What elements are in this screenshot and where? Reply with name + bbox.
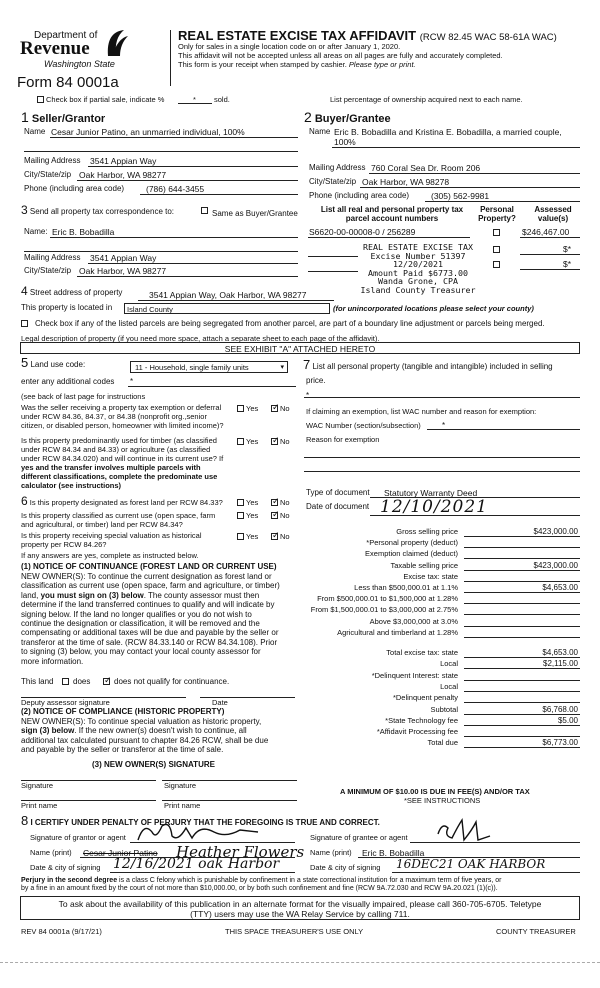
seller-name-label: Name — [24, 127, 46, 136]
revenue-logo-text: Revenue — [20, 38, 90, 59]
seller-city-label: City/State/zip — [24, 170, 72, 179]
minimum-due-note: A MINIMUM OF $10.00 IS DUE IN FEE(S) AND/OR TAX — [340, 787, 530, 796]
ownership-percentage-note: List percentage of ownership acquired next to each name. — [330, 95, 523, 104]
land-does-checkbox[interactable] — [62, 678, 69, 685]
partial-sold-label: sold. — [214, 95, 230, 104]
timber-no-checkbox[interactable] — [271, 438, 278, 445]
tax-row-value-3[interactable]: $423,000.00 — [533, 560, 578, 570]
revenue-logo-icon — [104, 26, 130, 60]
exemption-no-label: No — [280, 404, 290, 413]
buyer-city-label: City/State/zip — [309, 177, 357, 186]
exemption-yes-checkbox[interactable] — [237, 405, 244, 412]
correspondence-label: 3 Send all property tax correspondence to: — [21, 203, 175, 217]
tax-row-label-8: Above $3,000,000 at 3.0% — [369, 616, 458, 626]
personal-property-prompt: 7 List all personal property (tangible and intangible) included in selling — [303, 357, 553, 372]
correspondence-name-field[interactable]: Eric B. Bobadilla — [52, 227, 115, 237]
current-use-yes-label: Yes — [246, 511, 259, 520]
grantee-date-label: Date & city of signing — [310, 863, 381, 872]
tax-total-row-value-6[interactable]: $5.00 — [557, 715, 578, 725]
treasurer-stamp: REAL ESTATE EXCISE TAX Excise Number 51397 12/20/2021 Amount Paid $6773.00 Wanda Grone, CPA Island County Treasurer — [360, 242, 476, 295]
correspondence-city-field[interactable]: Oak Harbor, WA 98277 — [79, 266, 167, 276]
form-revision: REV 84 0001a (9/17/21) — [21, 927, 102, 936]
assessed-value-header: Assessed value(s) — [534, 205, 572, 223]
street-address-field[interactable]: 3541 Appian Way, Oak Harbor, WA 98277 — [149, 290, 307, 300]
historic-yes-label: Yes — [246, 532, 259, 541]
buyer-name-label: Name — [309, 127, 331, 136]
additional-codes-label: enter any additional codes — [21, 377, 115, 386]
county-select[interactable]: Island County — [124, 303, 330, 314]
see-back-note: (see back of last page for instructions — [21, 392, 146, 401]
tax-total-row-value-5[interactable]: $6,768.00 — [542, 704, 578, 714]
timber-yes-checkbox[interactable] — [237, 438, 244, 445]
seller-mailing-field[interactable]: 3541 Appian Way — [90, 156, 157, 166]
tax-total-row-label-7: *Affidavit Processing fee — [376, 727, 458, 737]
washington-state-label: Washington State — [44, 59, 115, 69]
buyer-city-field[interactable]: Oak Harbor, WA 98278 — [362, 177, 450, 187]
historic-no-checkbox[interactable] — [271, 533, 278, 540]
land-does-not-checkbox[interactable] — [103, 678, 110, 685]
county-treasurer-label: COUNTY TREASURER — [496, 927, 576, 936]
correspondence-city-label: City/State/zip — [24, 266, 72, 275]
tax-total-row-label-1: Local — [440, 659, 458, 669]
tax-total-row-label-5: Subtotal — [430, 704, 458, 714]
seller-phone-label: Phone (including area code) — [24, 184, 125, 193]
forest-no-label: No — [280, 498, 290, 507]
grantor-name-print[interactable]: Cesar Junior Patino — [83, 848, 158, 858]
personal-property-header: Personal Property? — [478, 205, 516, 223]
deputy-assessor-label: Deputy assessor signature — [21, 698, 110, 707]
document-date-field[interactable]: 12/10/2021 — [380, 497, 488, 517]
timber-question: Is this property predominantly used for timber (as classified under RCW 84.34 and 84.33) or agriculture (as classified under RCW 84.34.020) and will continue in its current use? If yes and the transfer involves multiple parcels with different classifications, complete the predominate use calculator (see instructions) — [21, 436, 224, 490]
new-owner-signature-title: (3) NEW OWNER(S) SIGNATURE — [92, 760, 215, 769]
grantor-name-label: Name (print) — [30, 848, 72, 857]
historic-question: Is this property receiving special valuation as historical property per RCW 84.26? — [21, 531, 202, 549]
grantor-date-city[interactable]: 12/16/2021 oak Harbor — [113, 856, 280, 872]
continuance-notice-title: (1) NOTICE OF CONTINUANCE (FOREST LAND OR CURRENT USE) — [21, 562, 277, 571]
seller-section-title: 1 Seller/Grantor — [21, 109, 106, 125]
historic-no-label: No — [280, 532, 290, 541]
grantor-signature-label: Signature of grantor or agent — [30, 833, 126, 842]
document-type-label: Type of document — [306, 488, 370, 497]
tax-row-label-1: *Personal property (deduct) — [366, 538, 458, 548]
forest-yes-label: Yes — [246, 498, 259, 507]
located-in-label: This property is located in — [21, 303, 113, 312]
treasurer-use-label: THIS SPACE TREASURER'S USE ONLY — [225, 927, 364, 936]
correspondence-mailing-label: Mailing Address — [24, 253, 81, 262]
land-does-not-label: does not qualify for continuance. — [114, 677, 230, 686]
assessed-value-3[interactable]: $* — [563, 259, 572, 269]
partial-sale-checkbox[interactable] — [37, 96, 44, 103]
parcel-column-header: List all real and personal property tax parcel account numbers — [320, 205, 464, 223]
personal-property-checkbox-1[interactable] — [493, 229, 500, 236]
land-does-label: does — [73, 677, 91, 686]
header-note-2: This affidavit will not be accepted unless all areas on all pages are fully and accurately completed. — [178, 51, 503, 60]
tax-total-row-label-3: Local — [440, 681, 458, 691]
buyer-phone-label: Phone (including area code) — [309, 191, 410, 200]
grantee-name-label: Name (print) — [310, 848, 352, 857]
deputy-date-label: Date — [212, 698, 228, 707]
if-yes-note: If any answers are yes, complete as instructed below. — [21, 551, 199, 560]
current-use-yes-checkbox[interactable] — [237, 512, 244, 519]
exemption-yes-label: Yes — [246, 404, 259, 413]
compliance-notice-body: NEW OWNER(S): To continue special valuation as historic property, sign (3) below. If the new owner(s) doesn't wish to continue, all additional tax calculated pursuant to chapter 84.26 RCW, shall be due and payable by the seller or transferor at the time of sale. — [21, 717, 269, 755]
compliance-notice-title: (2) NOTICE OF COMPLIANCE (HISTORIC PROPERTY) — [21, 707, 225, 716]
tax-row-value-0[interactable]: $423,000.00 — [533, 527, 578, 536]
new-owner-signature-label-2: Signature — [164, 781, 197, 790]
historic-yes-checkbox[interactable] — [237, 533, 244, 540]
tax-row-label-4: Excise tax: state — [403, 571, 458, 581]
same-as-buyer-label: Same as Buyer/Grantee — [212, 209, 298, 218]
tax-total-row-value-1[interactable]: $2,115.00 — [543, 659, 578, 669]
new-owner-print-label-2: Print name — [164, 801, 201, 810]
current-use-question: Is this property classified as current use (open space, farm and agricultural, or timber) land per RCW 84.34? — [21, 511, 216, 529]
tax-row-label-2: Exemption claimed (deduct) — [365, 549, 458, 559]
header-note-3: This form is your receipt when stamped by cashier. Please type or print. — [178, 60, 416, 69]
tax-row-label-7: From $1,500,000.01 to $3,000,000 at 2.75% — [310, 605, 458, 615]
document-type-field[interactable]: Statutory Warranty Deed — [384, 488, 478, 498]
assessed-value-1[interactable]: $246,467.00 — [522, 227, 570, 237]
buyer-mailing-label: Mailing Address — [309, 163, 366, 172]
current-use-no-checkbox[interactable] — [271, 512, 278, 519]
certify-statement: 8 I CERTIFY UNDER PENALTY OF PERJURY THAT THE FOREGOING IS TRUE AND CORRECT. — [21, 813, 380, 828]
segregation-checkbox[interactable] — [21, 320, 28, 327]
land-use-code-select[interactable]: 11 - Household, single family units ▾ — [130, 361, 288, 373]
legal-description-label: Legal description of property (if you need more space, attach a separate sheet to each page of the affidavit). — [21, 334, 380, 343]
assessed-value-2[interactable]: $* — [563, 244, 572, 254]
tax-row-value-5[interactable]: $4,653.00 — [542, 583, 578, 592]
chevron-down-icon: ▾ — [280, 364, 284, 371]
land-use-label: 5 Land use code: — [21, 355, 86, 370]
see-instructions-note: *SEE INSTRUCTIONS — [404, 796, 481, 805]
exemption-question: Was the seller receiving a property tax exemption or deferral under RCW 84.36, 84.37, or 84.38 (nonprofit org.,senior citizen, or disabled person, homeowner with limited income)? — [21, 403, 224, 430]
claim-exemption-label: If claiming an exemption, list WAC number and reason for exemption: — [306, 407, 537, 416]
tax-total-row-label-4: *Delinquent penalty — [392, 693, 458, 703]
tax-total-row-value-0[interactable]: $4,653.00 — [542, 648, 578, 657]
seller-city-field[interactable]: Oak Harbor, WA 98277 — [79, 170, 167, 180]
legal-description-field[interactable]: SEE EXHIBIT "A" ATTACHED HERETO — [20, 342, 580, 354]
buyer-name-field[interactable]: Eric B. Bobadilla and Kristina E. Bobadilla, a married couple, — [334, 127, 562, 137]
tax-row-label-0: Gross selling price — [396, 527, 458, 536]
current-use-no-label: No — [280, 511, 290, 520]
tax-row-label-3: Taxable selling price — [390, 560, 458, 570]
parcel-number-1[interactable]: S6620-00-00008-0 / 256289 — [309, 227, 416, 237]
header-note-1: Only for sales in a single location code on or after January 1, 2020. — [178, 42, 401, 51]
grantor-date-label: Date & city of signing — [30, 863, 101, 872]
exemption-no-checkbox[interactable] — [271, 405, 278, 412]
buyer-name-field-line2[interactable]: 100% — [334, 137, 356, 147]
reason-exemption-label: Reason for exemption — [306, 435, 380, 444]
new-owner-print-label-1: Print name — [21, 801, 58, 810]
personal-property-field[interactable]: * — [306, 391, 310, 400]
tax-total-row-label-2: *Delinquent Interest: state — [371, 670, 458, 680]
tax-total-row-label-6: *State Technology fee — [385, 715, 458, 725]
timber-no-label: No — [280, 437, 290, 446]
forest-no-checkbox[interactable] — [271, 499, 278, 506]
segregation-label: Check box if any of the listed parcels are being segregated from another parcel, are part of a boundary line adjustment or parcels being merged. — [35, 319, 545, 328]
new-owner-signature-label-1: Signature — [21, 781, 54, 790]
grantor-name-handwritten[interactable]: Heather Flowers — [176, 843, 305, 861]
grantee-signature-label: Signature of grantee or agent — [310, 833, 408, 842]
form-number: Form 84 0001a — [17, 74, 119, 91]
timber-yes-label: Yes — [246, 437, 259, 446]
additional-codes-field[interactable]: * — [130, 377, 134, 386]
tax-row-label-5: Less than $500,000.01 at 1.1% — [354, 583, 458, 592]
perjury-notice: Perjury in the second degree is a class C felony which is punishable by confinement in a state correctional institution for a maximum term of five years, or by a fine in an amount fixed by the court of not more than $10,000.00, or by both such confinement and fine (RCW 9A.72.030 and RCW 9A.20.021 (1)(c)). — [21, 877, 502, 892]
correspondence-name-label: Name: — [24, 227, 48, 236]
personal-property-checkbox-3[interactable] — [493, 261, 500, 268]
wac-number-label: WAC Number (section/subsection) — [306, 421, 421, 430]
wac-number-field[interactable]: * — [442, 421, 446, 430]
tax-row-label-6: From $500,000.01 to $1,500,000 at 1.28% — [317, 594, 458, 604]
personal-property-prompt-line2: price. — [306, 376, 326, 385]
tax-total-row-value-8[interactable]: $6,773.00 — [542, 738, 578, 748]
grantee-name-print[interactable]: Eric B. Bobadilla — [362, 848, 425, 858]
buyer-phone-field[interactable]: (305) 562-9981 — [431, 191, 490, 201]
form-title: REAL ESTATE EXCISE TAX AFFIDAVIT (RCW 82.45 WAC 58-61A WAC) — [178, 28, 557, 43]
seller-phone-field[interactable]: (786) 644-3455 — [146, 184, 205, 194]
partial-sale-label: Check box if partial sale, indicate % — [46, 95, 165, 104]
seller-name-field[interactable]: Cesar Junior Patino, an unmarried individual, 100% — [51, 127, 245, 137]
tax-row-label-9: Agricultural and timberland at 1.28% — [337, 627, 458, 637]
land-qualifies-label: This land — [21, 677, 54, 686]
grantee-date-city[interactable]: 16DEC21 OAK HARBOR — [396, 857, 546, 871]
department-label: Department of — [34, 30, 98, 41]
unincorporated-note: (for unincorporated locations please select your county) — [333, 304, 534, 313]
forest-land-question: 6 Is this property designated as forest land per RCW 84.33? — [21, 494, 223, 508]
tax-total-row-label-8: Total due — [427, 738, 458, 748]
partial-percent[interactable]: * — [193, 95, 196, 104]
forest-yes-checkbox[interactable] — [237, 499, 244, 506]
buyer-section-title: 2 Buyer/Grantee — [304, 109, 391, 125]
seller-mailing-label: Mailing Address — [24, 156, 81, 165]
document-date-label: Date of document — [306, 502, 370, 511]
personal-property-checkbox-2[interactable] — [493, 246, 500, 253]
tax-total-row-label-0: Total excise tax: state — [386, 648, 458, 657]
correspondence-mailing-field[interactable]: 3541 Appian Way — [90, 253, 157, 263]
continuance-notice-body: NEW OWNER(S): To continue the current designation as forest land or classification as current use (open space, farm and agriculture, or timber) land, you must sign on (3) below. The county assessor must then determine if the land transferred continues to qualify and will indicate by signing below. If the land no longer qualifies or you do not wish to continue the designation or classification, it will be removed and the compensating or additional taxes will be due and payable by the seller or transferor at the time of sale. (RCW 84.33.140 or RCW 84.34.108). Prior to signing (3) below, you may contact your local county assessor for more information. — [21, 572, 280, 666]
buyer-mailing-field[interactable]: 760 Coral Sea Dr. Room 206 — [371, 163, 481, 173]
same-as-buyer-checkbox[interactable] — [201, 207, 208, 214]
street-address-label: 4 Street address of property — [21, 284, 123, 298]
alternate-format-notice: To ask about the availability of this publication in an alternate format for the visually impaired, please call 360-705-6705. Teletype (TTY) users may use the WA Relay Service by calling 711. — [20, 896, 580, 920]
